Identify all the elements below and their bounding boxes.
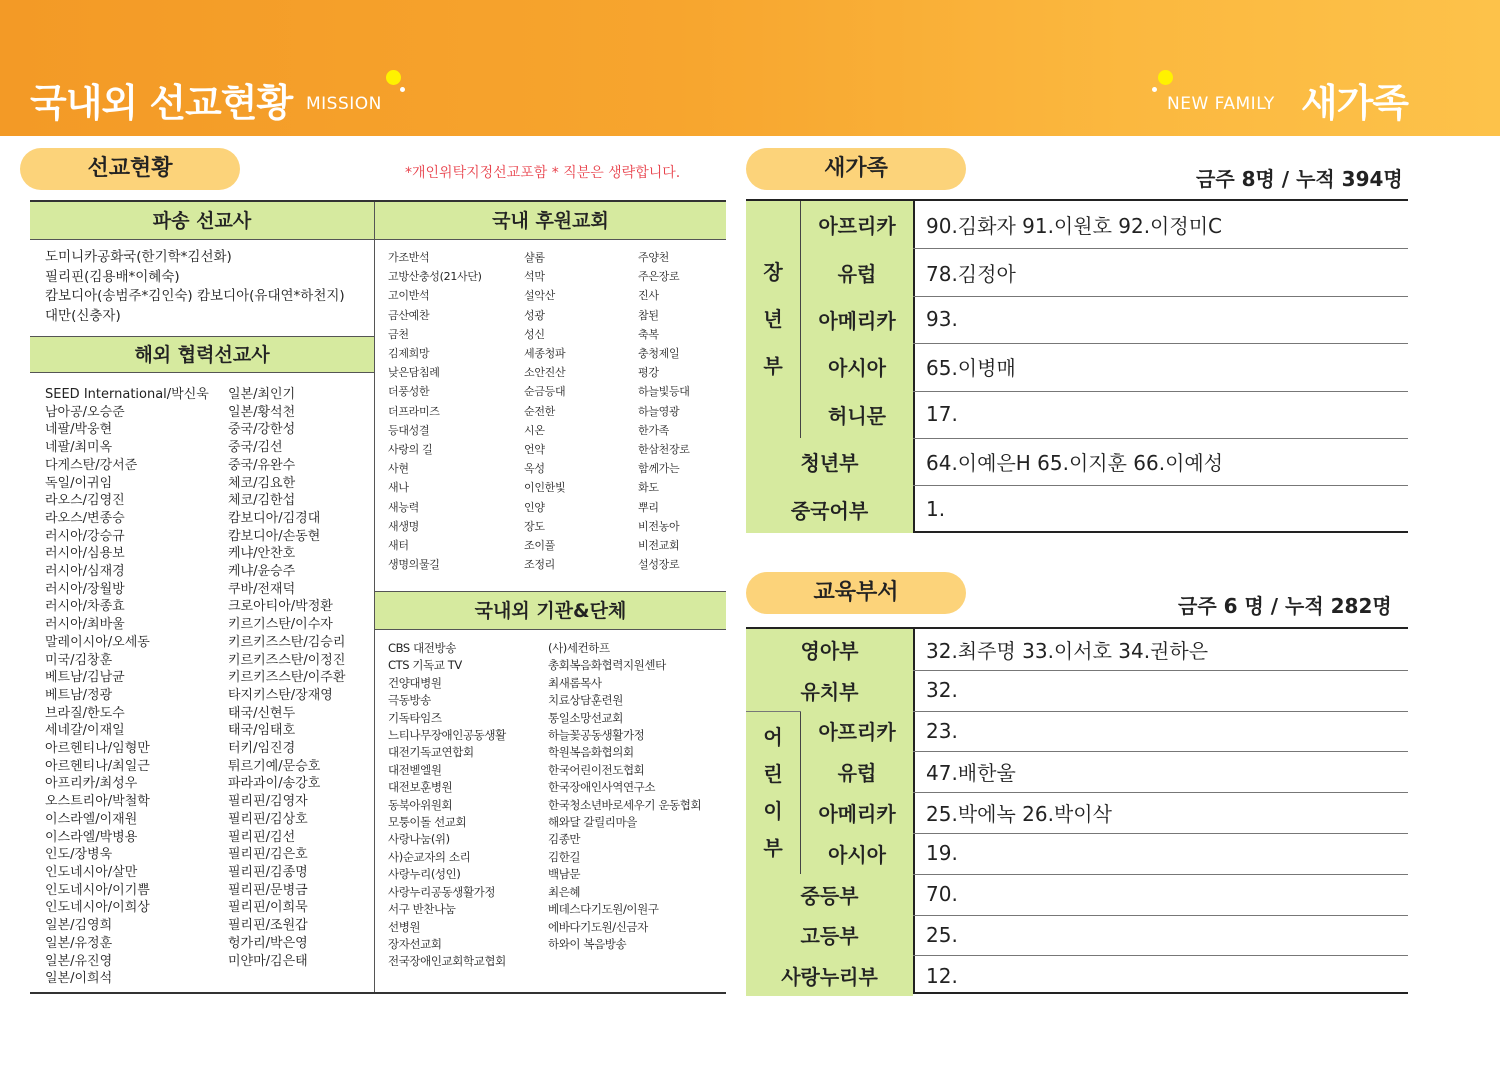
overseas-missionary-item: 키르키즈스탄/이주환 <box>228 670 346 686</box>
domestic-church-item: 뿌리 <box>638 500 659 514</box>
row-value: 93. <box>926 307 958 332</box>
overseas-missionary-item: 일본/김영희 <box>45 918 113 934</box>
organization-item: 베데스다기도원/이원구 <box>548 902 659 917</box>
domestic-church-item: 김제희망 <box>388 347 430 361</box>
row-value: 90.김화자 91.이원호 92.이정미C <box>926 214 1222 239</box>
group-label-char: 부 <box>763 835 783 860</box>
mission-pill: 선교현황 <box>20 148 240 190</box>
domestic-church-item: 등대성결 <box>388 423 430 437</box>
domestic-church-item: 가조반석 <box>388 251 430 264</box>
row-value: 17. <box>926 402 958 427</box>
domestic-church-item: 더프라미즈 <box>388 404 440 418</box>
organization-item: 치료상담훈련원 <box>548 693 623 708</box>
overseas-missionary-item: 인도네시아/살만 <box>45 864 138 880</box>
domestic-church-item: 조정리 <box>524 558 555 572</box>
overseas-missionary-item: 헝가리/박은영 <box>228 935 308 951</box>
newfamily-table <box>746 199 1408 533</box>
domestic-church-item: 주양천 <box>638 251 669 264</box>
domestic-church-heading: 국내 후원교회 <box>375 202 726 240</box>
header-title-right: 새가족 <box>1300 81 1408 125</box>
organization-item: (사)세컨하프 <box>548 641 610 655</box>
domestic-church-item: 석막 <box>524 270 545 284</box>
row-label: 아프리카 <box>801 201 913 248</box>
domestic-church-item: 새생명 <box>388 519 419 533</box>
domestic-church-item: 하늘빛등대 <box>638 385 690 399</box>
overseas-missionary-item: 독일/이귀임 <box>45 475 113 491</box>
domestic-church-item: 하늘영광 <box>638 404 680 418</box>
overseas-missionary-item: 중국/김선 <box>228 440 283 456</box>
organization-item: 하늘꽃공동생활가정 <box>548 728 645 743</box>
overseas-missionary-item: 필리핀/이희묵 <box>228 900 308 916</box>
organization-item: 모퉁이돌 선교회 <box>388 815 467 830</box>
organization-item: 기독타임즈 <box>388 710 442 725</box>
domestic-church-item: 세종청파 <box>524 347 566 361</box>
sent-missionary-heading: 파송 선교사 <box>30 202 374 240</box>
organization-item: CBS 대전방송 <box>388 641 456 655</box>
group-label-char: 년 <box>763 307 783 331</box>
mission-note: *개인위탁지정선교포함 * 직분은 생략합니다. <box>405 165 681 181</box>
organization-item: 학원복음화협의회 <box>548 745 634 760</box>
domestic-church-item: 비전교회 <box>638 539 680 553</box>
domestic-church-item: 충청제일 <box>638 347 680 361</box>
overseas-missionary-item: 오스트리아/박철학 <box>45 794 150 810</box>
row-label: 영아부 <box>746 629 913 670</box>
table-row <box>746 391 1408 438</box>
organization-item: 사랑누리(성인) <box>388 867 461 882</box>
table-row <box>746 711 1408 752</box>
overseas-missionary-item: 이스라엘/박병용 <box>45 829 138 845</box>
overseas-missionary-item: 타지키스탄/장재영 <box>228 687 333 703</box>
domestic-church-item: 평강 <box>638 366 659 380</box>
overseas-missionary-item: 다게스탄/강서준 <box>45 457 138 473</box>
overseas-missionary-item: 인도/장병욱 <box>45 847 113 863</box>
overseas-missionary-item: 네팔/박웅현 <box>45 422 113 438</box>
domestic-church-item: 고이반석 <box>388 289 430 303</box>
organization-item: 전국장애인교회학교협회 <box>388 954 506 969</box>
overseas-missionary-item: 인도네시아/이희상 <box>45 900 150 916</box>
white-dot-icon <box>400 87 405 92</box>
overseas-missionary-item: 체코/김한섭 <box>228 493 296 509</box>
domestic-church-col3 <box>638 248 690 574</box>
organization-item: 장자선교회 <box>388 936 442 951</box>
row-value: 19. <box>926 841 958 866</box>
overseas-missionary-item: 러시아/강승규 <box>45 528 125 544</box>
overseas-missionary-item: 러시아/최바울 <box>45 617 125 633</box>
domestic-church-item: 더풍성한 <box>388 385 430 399</box>
row-label: 아프리카 <box>801 711 913 752</box>
domestic-church-item: 생명의물길 <box>388 558 440 572</box>
overseas-missionary-item: 이스라엘/이재원 <box>45 811 138 827</box>
organization-item: 극동방송 <box>388 693 431 708</box>
domestic-church-item: 소안진산 <box>524 366 566 380</box>
overseas-missionary-item: 필리핀/김상호 <box>228 811 308 827</box>
overseas-missionary-item: 베트남/김남균 <box>45 670 125 686</box>
overseas-missionary-item: 일본/최인기 <box>228 387 296 402</box>
row-value: 78.김정아 <box>926 261 1016 286</box>
domestic-church-item: 한가족 <box>638 423 669 437</box>
page-header <box>0 0 1500 136</box>
mission-panel <box>30 200 726 994</box>
overseas-missionary-item: 미얀마/김은태 <box>228 953 308 969</box>
organization-item: 대전보훈병원 <box>388 780 453 795</box>
organization-item: 백남문 <box>548 867 581 882</box>
table-row <box>746 915 1408 956</box>
overseas-missionary-item: 남아공/오승준 <box>45 404 125 420</box>
group-label-char: 부 <box>763 354 783 378</box>
overseas-missionary-item: 러시아/심재경 <box>45 564 125 580</box>
organization-item: 느티나무장애인공동생활 <box>388 728 506 743</box>
table-row <box>746 833 1408 874</box>
organization-item: 에바다기도원/신금자 <box>548 919 648 934</box>
row-label: 중국어부 <box>746 485 913 532</box>
overseas-missionary-item: 필리핀/문병금 <box>228 882 308 898</box>
overseas-missionary-item: 세네갈/이재일 <box>45 723 125 739</box>
domestic-church-item: 주은장로 <box>638 270 680 284</box>
header-title-left: 국내외 선교현황 <box>30 81 293 125</box>
domestic-church-item: 새터 <box>388 539 409 553</box>
sent-missionary-item: 도미니카공화국(한기학*김선화) <box>45 249 232 265</box>
sent-missionary-item: 캄보디아(송범주*김인숙) 캄보디아(유대연*하천지) <box>45 288 345 304</box>
domestic-church-item: 성광 <box>524 308 545 322</box>
overseas-missionary-item: 크로아티아/박정환 <box>228 599 333 615</box>
domestic-church-item: 설악산 <box>524 289 555 303</box>
organization-item: CTS 기독교 TV <box>388 658 462 673</box>
group-label-char: 장 <box>763 260 783 284</box>
organization-item: 사)순교자의 소리 <box>388 849 471 864</box>
row-label: 아메리카 <box>801 296 913 343</box>
domestic-church-item: 새나 <box>388 481 409 495</box>
overseas-missionary-item: 쿠바/전재덕 <box>228 581 296 597</box>
organization-item: 하와이 복음방송 <box>548 936 627 951</box>
domestic-church-item: 장도 <box>524 519 545 533</box>
organization-item: 대전벧엘원 <box>388 762 442 777</box>
overseas-missionary-item: 케냐/안찬호 <box>228 546 296 562</box>
education-pill: 교육부서 <box>746 572 966 614</box>
group-label-char: 이 <box>763 798 783 823</box>
overseas-missionary-item: 러시아/차종효 <box>45 599 125 615</box>
header-subtitle-left: MISSION <box>306 94 382 114</box>
table-row <box>746 248 1408 295</box>
domestic-church-item: 옥성 <box>524 462 545 476</box>
domestic-church-item: 비전농아 <box>638 519 680 533</box>
overseas-missionary-item: 일본/유정훈 <box>45 935 113 951</box>
row-label: 중등부 <box>746 874 913 915</box>
row-label: 허니문 <box>801 391 913 438</box>
domestic-church-item: 순금등대 <box>524 385 566 399</box>
row-value: 65.이병매 <box>926 356 1016 381</box>
overseas-missionary-item: 베트남/정광 <box>45 687 113 703</box>
overseas-missionary-item: 미국/김창훈 <box>45 652 113 668</box>
overseas-missionary-item: 체코/김요한 <box>228 475 296 491</box>
organization-heading: 국내외 기관&단체 <box>375 592 726 630</box>
overseas-missionary-item: 키르기스탄/이수자 <box>228 617 333 633</box>
row-label: 유럽 <box>801 751 913 792</box>
newfamily-stat: 금주 8명 / 누적 394명 <box>1196 167 1403 191</box>
overseas-missionary-item: 태국/임태호 <box>228 723 296 739</box>
group-label-char: 린 <box>763 761 783 786</box>
organization-item: 해와달 갈릴리마을 <box>548 815 637 830</box>
row-label: 고등부 <box>746 915 913 956</box>
sent-missionary-item: 대만(신충자) <box>45 307 121 324</box>
overseas-missionary-item: 브라질/한도수 <box>45 705 125 721</box>
overseas-missionary-item: 키르키즈스탄/김승리 <box>228 634 346 650</box>
overseas-missionary-item: 캄보디아/김경대 <box>228 510 321 526</box>
organization-col2 <box>548 640 701 953</box>
row-label: 유치부 <box>746 670 913 711</box>
overseas-missionary-item: 러시아/장월방 <box>45 581 125 597</box>
white-dot-icon <box>1152 87 1157 92</box>
domestic-church-item: 금천 <box>388 327 409 341</box>
table-row <box>746 955 1408 996</box>
domestic-church-item: 사현 <box>388 462 409 476</box>
domestic-church-item: 새능력 <box>388 500 419 514</box>
row-value: 25.박에녹 26.박이삭 <box>926 802 1112 827</box>
domestic-church-item: 고방산충성(21사단) <box>388 270 482 284</box>
table-row <box>746 201 1408 248</box>
overseas-missionary-item: 중국/유완수 <box>228 457 296 473</box>
domestic-church-item: 진사 <box>638 289 659 303</box>
domestic-church-item: 함께가는 <box>638 462 680 476</box>
domestic-church-item: 시온 <box>524 423 545 437</box>
table-row <box>746 874 1408 915</box>
table-row <box>746 296 1408 343</box>
table-row <box>746 343 1408 390</box>
domestic-church-item: 화도 <box>638 481 659 495</box>
organization-item: 한국청소년바로세우기 운동협회 <box>548 797 702 812</box>
organization-item: 최은혜 <box>548 884 581 899</box>
row-value: 1. <box>926 497 946 522</box>
sent-missionary-list <box>45 248 345 326</box>
row-label: 아시아 <box>801 833 913 874</box>
domestic-church-item: 설성장로 <box>638 558 680 572</box>
yellow-dot-icon <box>1158 70 1173 85</box>
table-row <box>746 438 1408 485</box>
organization-item: 대전기독교연합회 <box>388 745 474 760</box>
domestic-church-item: 성신 <box>524 327 545 341</box>
overseas-missionary-item: 아프리카/최성우 <box>45 776 138 792</box>
domestic-church-col1 <box>388 248 482 574</box>
domestic-church-item: 사랑의 길 <box>388 443 433 457</box>
row-value: 47.배한울 <box>926 761 1016 786</box>
organization-item: 서구 반찬나눔 <box>388 902 456 917</box>
organization-item: 건양대병원 <box>388 675 442 690</box>
education-table <box>746 627 1408 994</box>
row-value: 64.이예은H 65.이지훈 66.이예성 <box>926 451 1224 476</box>
row-label: 청년부 <box>746 438 913 485</box>
overseas-missionary-item: 필리핀/김종명 <box>228 864 308 880</box>
organization-item: 최새롬목사 <box>548 675 602 690</box>
organization-item: 선병원 <box>388 919 421 934</box>
domestic-church-item: 이인한빛 <box>524 481 566 495</box>
table-row <box>746 629 1408 670</box>
overseas-missionary-item: 일본/황석천 <box>228 404 296 420</box>
organization-col1 <box>388 640 506 971</box>
education-stat: 금주 6 명 / 누적 282명 <box>1178 594 1392 618</box>
organization-item: 한국장애인사역연구소 <box>548 780 656 795</box>
overseas-missionary-item: 필리핀/김은호 <box>228 847 308 863</box>
overseas-missionary-heading: 해외 협력선교사 <box>30 337 374 373</box>
organization-item: 김종만 <box>548 832 581 847</box>
overseas-missionary-item: 말레이시아/오세동 <box>45 634 150 650</box>
table-row <box>746 792 1408 833</box>
domestic-church-item: 한삼천장로 <box>638 443 690 457</box>
overseas-missionary-item: 필리핀/김영자 <box>228 794 308 810</box>
domestic-church-item: 인양 <box>524 500 545 514</box>
row-value: 12. <box>926 963 958 988</box>
overseas-missionary-item: 튀르기예/문승호 <box>228 758 321 774</box>
overseas-missionary-item: 일본/유진영 <box>45 953 113 969</box>
overseas-missionary-item: 라오스/김영진 <box>45 493 125 509</box>
overseas-missionary-item: 키르키즈스탄/이정진 <box>228 652 346 668</box>
row-label: 아메리카 <box>801 792 913 833</box>
domestic-church-item: 참된 <box>638 308 659 322</box>
overseas-missionary-item: 캄보디아/손동현 <box>228 528 321 544</box>
overseas-missionary-item: 터키/임진경 <box>228 741 296 757</box>
row-value: 70. <box>926 882 958 907</box>
overseas-missionary-item: 아르헨티나/임형만 <box>45 741 150 757</box>
overseas-missionary-item: 태국/신현두 <box>228 705 296 721</box>
domestic-church-item: 낮은담침례 <box>388 366 440 380</box>
overseas-missionary-item: 네팔/최미옥 <box>45 440 113 456</box>
yellow-dot-icon <box>386 70 401 85</box>
row-value: 23. <box>926 718 958 743</box>
overseas-missionary-item: 인도네시아/이기쁨 <box>45 882 150 898</box>
overseas-missionary-item: 아르헨티나/최일근 <box>45 758 150 774</box>
overseas-missionary-item: 라오스/변종승 <box>45 510 125 526</box>
domestic-church-item: 조이풀 <box>524 539 555 553</box>
domestic-church-col2 <box>524 248 565 574</box>
newfamily-pill: 새가족 <box>746 148 966 190</box>
row-value: 32.최주명 33.이서호 34.권하은 <box>926 638 1209 663</box>
overseas-missionary-item: 필리핀/김선 <box>228 829 296 845</box>
row-label: 아시아 <box>801 343 913 390</box>
row-label: 사랑누리부 <box>746 955 913 996</box>
domestic-church-item: 순전한 <box>524 404 555 418</box>
sent-missionary-item: 필리핀(김용배*이혜숙) <box>45 268 180 285</box>
organization-item: 총회복음화협력지원센타 <box>548 658 666 673</box>
table-row <box>746 670 1408 711</box>
row-value: 32. <box>926 678 958 703</box>
group-label-char: 어 <box>763 724 783 749</box>
domestic-church-item: 언약 <box>524 443 545 457</box>
domestic-church-item: 금산예찬 <box>388 308 430 322</box>
organization-item: 한국어린이전도협회 <box>548 762 645 777</box>
domestic-church-item: 샬롬 <box>524 251 545 264</box>
organization-item: 김한길 <box>548 849 581 864</box>
organization-item: 사랑나눔(위) <box>388 832 450 847</box>
header-subtitle-right: NEW FAMILY <box>1167 94 1275 114</box>
overseas-missionary-item: 러시아/심용보 <box>45 546 125 562</box>
table-row <box>746 485 1408 532</box>
overseas-list-col2 <box>228 386 345 970</box>
row-label: 유럽 <box>801 248 913 295</box>
overseas-list-col1 <box>45 386 209 988</box>
row-value: 25. <box>926 922 958 947</box>
organization-item: 사랑누리공동생활가정 <box>388 884 496 899</box>
overseas-missionary-item: 파라과이/송강호 <box>228 776 321 792</box>
overseas-missionary-item: 케냐/윤승주 <box>228 564 296 580</box>
domestic-church-item: 축복 <box>638 327 659 341</box>
organization-item: 통일소망선교회 <box>548 710 623 725</box>
overseas-missionary-item: 중국/강한성 <box>228 422 296 438</box>
organization-item: 동북아위원회 <box>388 797 453 812</box>
overseas-missionary-item: 일본/이희석 <box>45 971 113 987</box>
overseas-missionary-item: 필리핀/조원갑 <box>228 918 308 934</box>
table-row <box>746 751 1408 792</box>
overseas-missionary-item: SEED International/박신욱 <box>45 387 209 402</box>
